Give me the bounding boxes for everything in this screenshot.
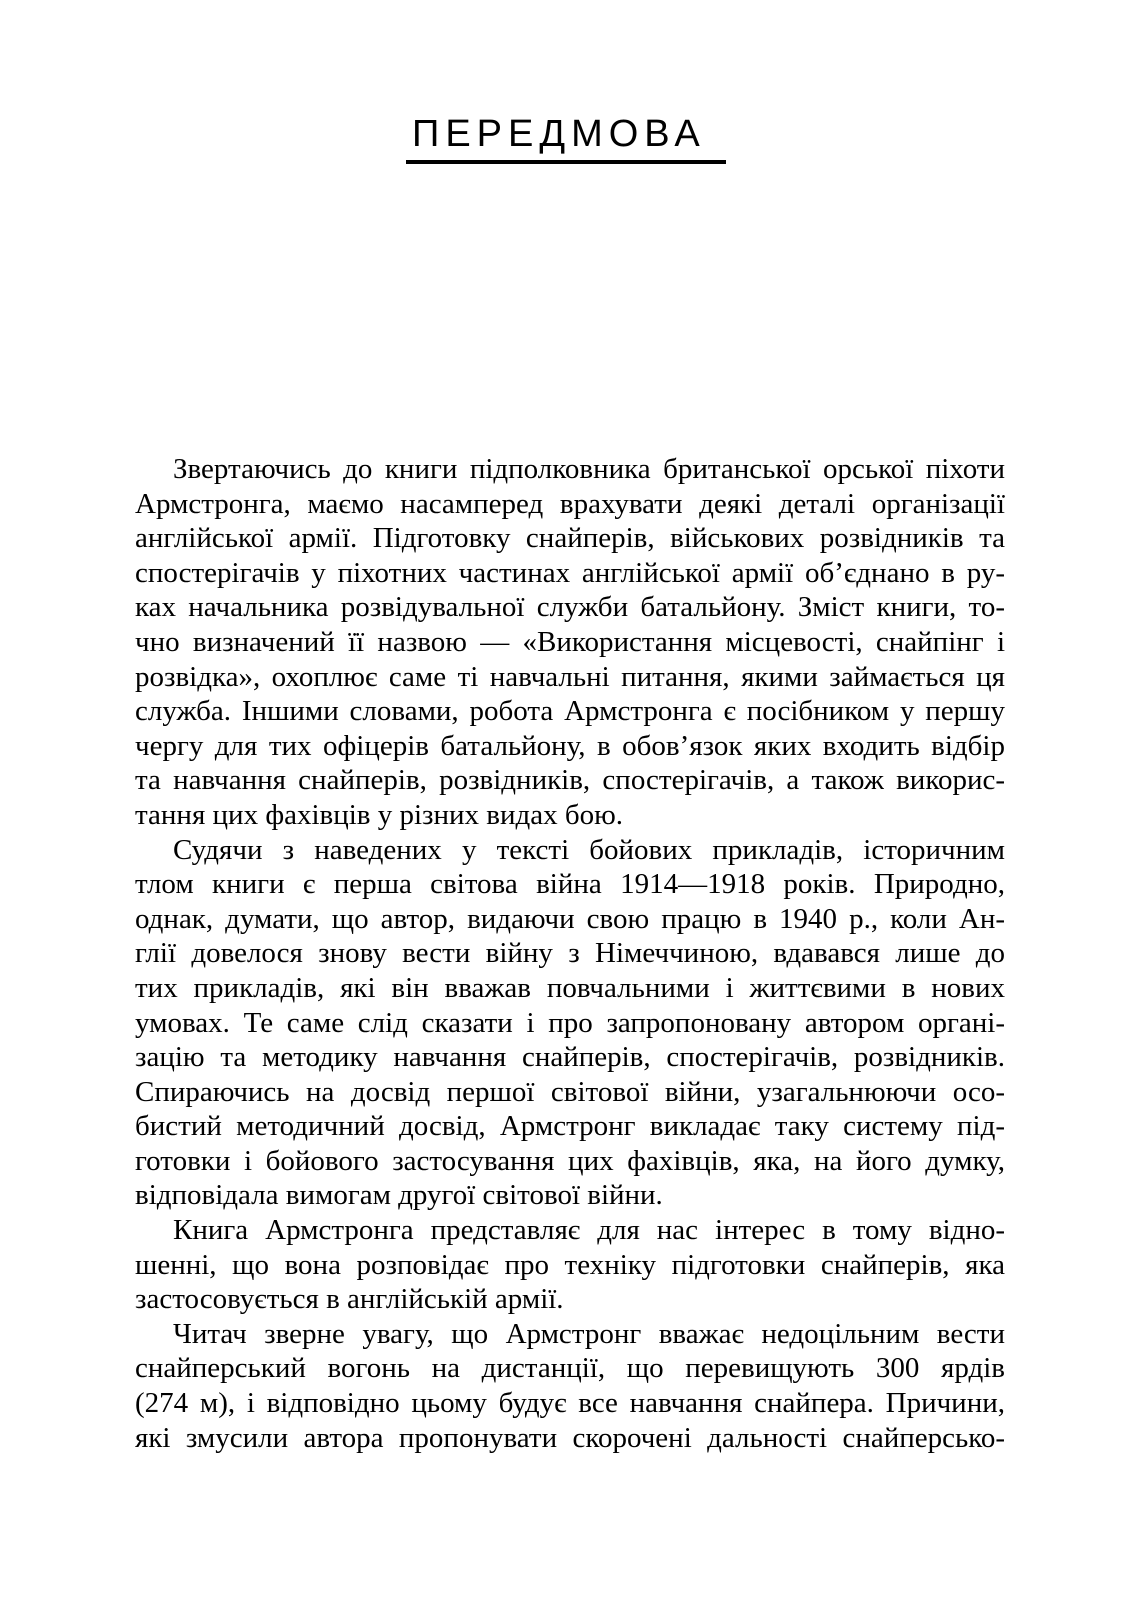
text-line: які змусили автора пропонувати скорочені дальності снайперсько- — [135, 1421, 1005, 1454]
paragraph-2 — [135, 833, 1005, 1214]
text-line: англійської армії. Підготовку снайперів, військових розвідників та — [135, 522, 1005, 555]
heading-underline — [406, 160, 726, 164]
text-line: ках начальника розвідувальної служби батальйону. Зміст книги, то- — [135, 591, 1005, 624]
text-line: чно визначений її назвою — «Використання місцевості, снайпінг і — [135, 625, 1005, 658]
text-line: Книга Армстронга представляє для нас інтерес в тому відно- — [173, 1214, 1005, 1247]
paragraph-4 — [135, 1317, 1005, 1455]
text-line: та навчання снайперів, розвідників, спостерігачів, а також викорис- — [135, 764, 1005, 797]
text-line: (274 м), і відповідно цьому будує все навчання снайпера. Причини, — [135, 1387, 1005, 1420]
text-line: Судячи з наведених у тексті бойових прикладів, історичним — [173, 833, 1005, 866]
text-line: відповідала вимогам другої світової війни. — [135, 1179, 663, 1212]
text-line: умовах. Те саме слід сказати і про запропоновану автором органі- — [135, 1006, 1005, 1039]
text-line: Армстронга, маємо насамперед врахувати деякі деталі організації — [135, 487, 1005, 520]
paragraph-3 — [135, 1213, 1005, 1317]
text-line: тлом книги є перша світова війна 1914—1918 років. Природно, — [135, 868, 1005, 901]
text-line: служба. Іншими словами, робота Армстронга є посібником у першу — [135, 695, 1005, 728]
body-text — [135, 452, 1005, 1455]
text-line: Читач зверне увагу, що Армстронг вважає недоцільним вести — [173, 1317, 1005, 1350]
text-line: бистий методичний досвід, Армстронг викладає таку систему під- — [135, 1110, 1005, 1143]
page-heading: ПЕРЕДМОВА — [412, 113, 706, 155]
text-line: готовки і бойового застосування цих фахівців, яка, на його думку, — [135, 1144, 1005, 1177]
text-line: чергу для тих офіцерів батальйону, в обов’язок яких входить відбір — [135, 729, 1005, 762]
text-line: застосовується в англійській армії. — [135, 1283, 564, 1316]
text-line: глії довелося знову вести війну з Німеччиною, вдавався лише до — [135, 937, 1005, 970]
text-line: тання цих фахівців у різних видах бою. — [135, 798, 624, 831]
text-line: однак, думати, що автор, видаючи свою працю в 1940 р., коли Ан- — [135, 902, 1005, 935]
text-line: тих прикладів, які він вважав повчальними і життєвими в нових — [135, 971, 1005, 1004]
text-line: снайперський вогонь на дистанції, що перевищують 300 ярдів — [135, 1352, 1005, 1385]
text-line: Спираючись на досвід першої світової війни, узагальнюючи осо- — [135, 1075, 1005, 1108]
text-line: зацію та методику навчання снайперів, спостерігачів, розвідників. — [135, 1041, 1005, 1074]
text-line: розвідка», охоплює саме ті навчальні питання, якими займається ця — [135, 660, 1005, 693]
text-line: шенні, що вона розповідає про техніку підготовки снайперів, яка — [135, 1248, 1005, 1281]
text-line: Звертаючись до книги підполковника британської орської піхоти — [173, 453, 1005, 485]
text-line: спостерігачів у піхотних частинах англійської армії об’єднано в ру- — [135, 556, 1005, 589]
paragraph-1 — [135, 452, 1005, 833]
